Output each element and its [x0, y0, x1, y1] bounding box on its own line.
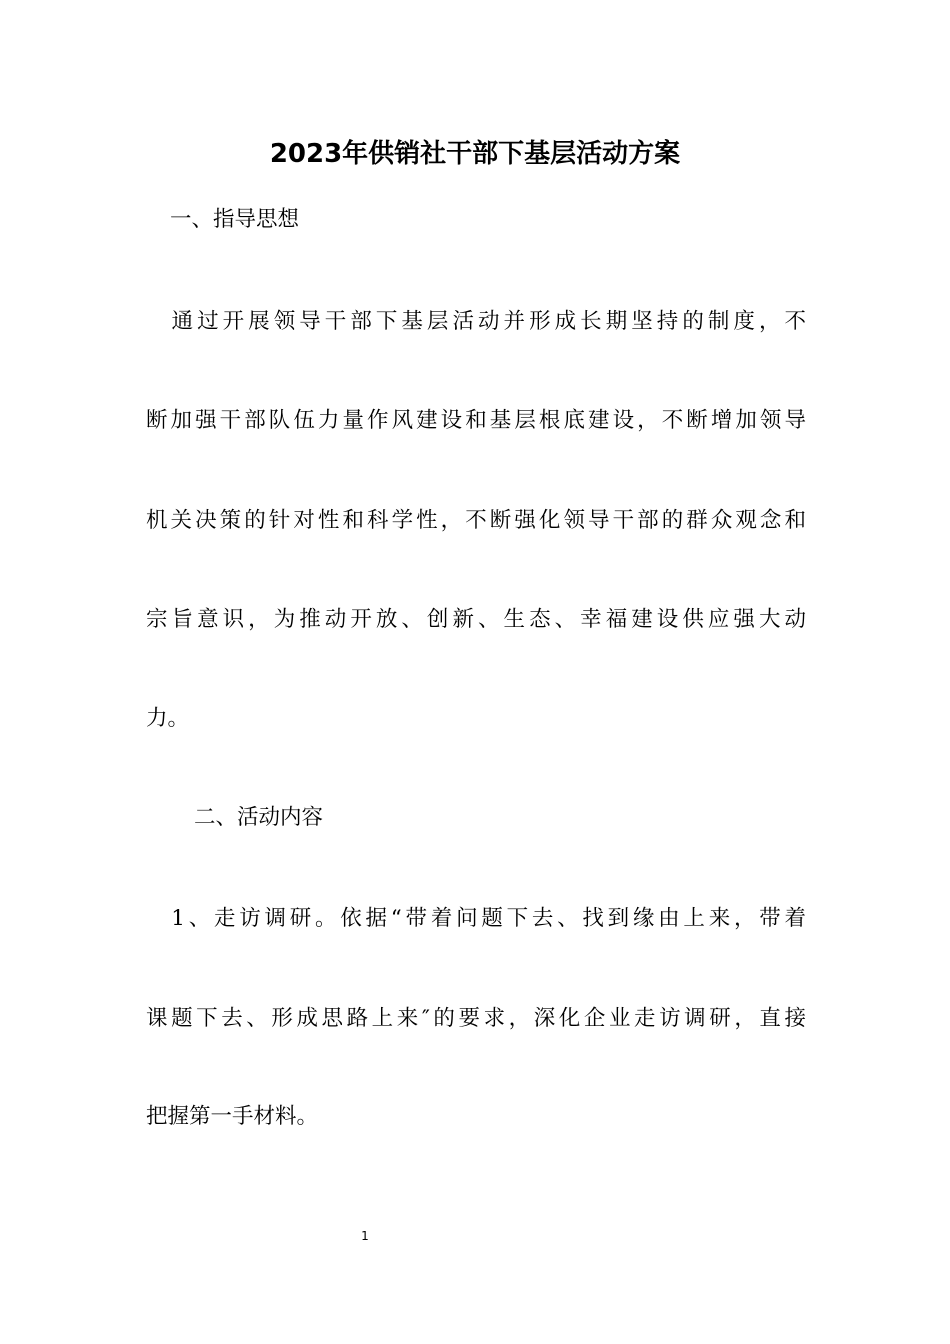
paragraph-line: 课题下去、形成思路上来″的要求，深化企业走访调研，直接 [146, 1006, 806, 1031]
paragraph-line: 通过开展领导干部下基层活动并形成长期坚持的制度，不 [146, 309, 806, 334]
paragraph-line: 断加强干部队伍力量作风建设和基层根底建设，不断增加领导 [146, 408, 806, 433]
paragraph-line: 机关决策的针对性和科学性，不断强化领导干部的群众观念和 [146, 508, 806, 533]
paragraph-line: 宗旨意识，为推动开放、创新、生态、幸福建设供应强大动 [146, 607, 806, 632]
section-heading-guiding-thought: 一、指导思想 [170, 207, 300, 232]
paragraph-line: 1、走访调研。依据“带着问题下去、找到缘由上来，带着 [146, 906, 806, 931]
paragraph-line: 把握第一手材料。 [146, 1104, 319, 1129]
section-heading-activity-content: 二、活动内容 [194, 805, 324, 830]
document-title: 2023年供销社干部下基层活动方案 [269, 139, 681, 169]
paragraph-line: 力。 [146, 706, 190, 731]
page-number: 1 [361, 1229, 369, 1243]
